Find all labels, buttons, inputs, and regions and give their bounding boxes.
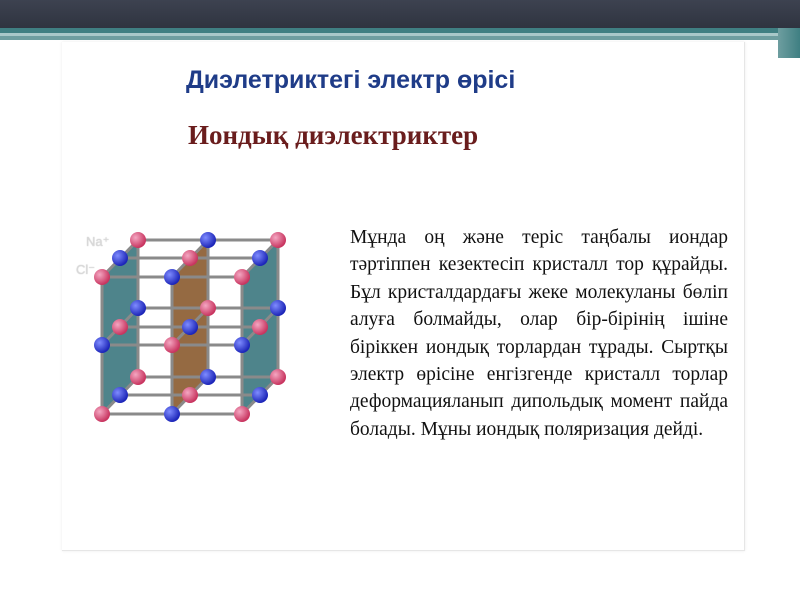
cation-ion [94,406,110,422]
anion-ion [112,387,128,403]
anion-ion [252,387,268,403]
cation-ion [112,319,128,335]
header-stripe-mid [0,36,800,40]
anion-ion [164,269,180,285]
cation-ion [164,337,180,353]
anion-ion [94,337,110,353]
cation-ion [130,232,146,248]
cation-ion [182,387,198,403]
anion-ion [164,406,180,422]
anion-ion [182,319,198,335]
anion-ion [200,232,216,248]
cation-ion [252,319,268,335]
cation-ion [270,232,286,248]
anion-ion [234,337,250,353]
anion-label: Cl⁻ [76,262,96,277]
ionic-crystal-lattice-figure [70,222,310,432]
anion-ion [200,369,216,385]
header-bar [0,0,800,28]
body-paragraph: Мұнда оң және теріс таңбалы иондар тәртіппен кезектесіп кристалл тор құрайды. Бұл кристалдардағы жеке молекуланы бөліп алуға болмайды, олар бір-бірінің ішіне біріккен иондық торлардан тұрады. Сыртқы электр өрісіне енгізгенде кристалл торлар деформацияланып дипольдық момент пайда болады. Мұны иондық поляризация дейді. [350,227,728,440]
cation-ion [94,269,110,285]
slide-subtitle: Иондық диэлектриктер [188,120,479,150]
cation-ion [234,269,250,285]
anion-ion [252,250,268,266]
anion-ion [270,300,286,316]
cation-ion [200,300,216,316]
cation-ion [182,250,198,266]
cation-ion [234,406,250,422]
ions [94,232,286,422]
anion-ion [112,250,128,266]
corner-accent [778,28,800,58]
cation-label: Na⁺ [86,234,110,249]
cation-ion [130,369,146,385]
cation-ion [270,369,286,385]
slide-title: Диэлетриктегі электр өрісі [186,66,516,94]
anion-ion [130,300,146,316]
